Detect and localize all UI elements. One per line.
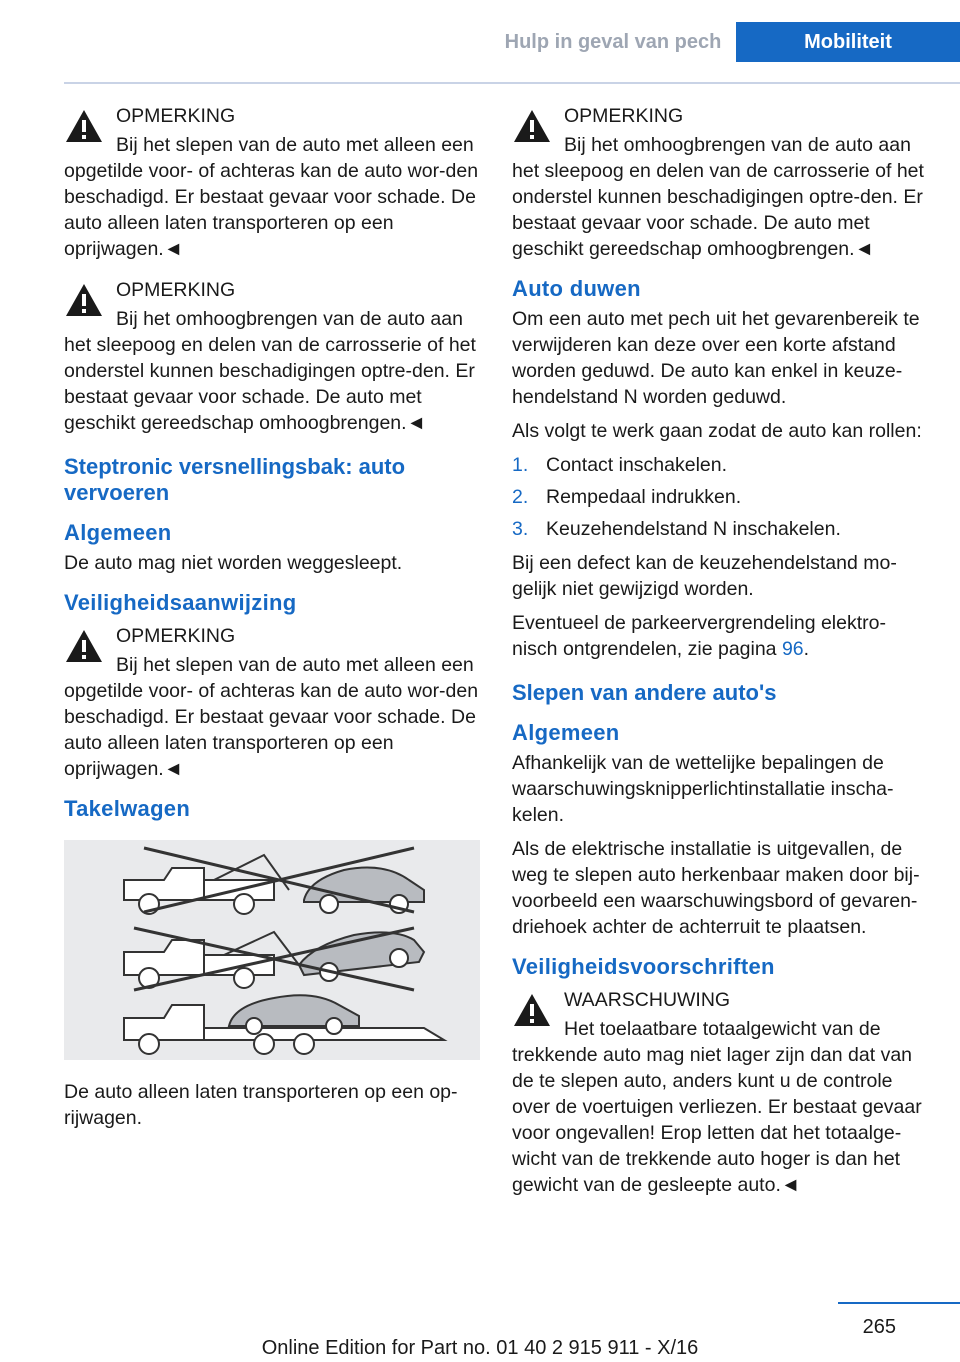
list-item <box>512 484 928 510</box>
warning-box <box>512 984 928 1198</box>
period: . <box>803 638 810 660</box>
header-divider <box>64 82 960 84</box>
notice-title: OPMERKING <box>116 279 236 301</box>
notice-box <box>512 100 928 262</box>
subsection-heading: Auto duwen <box>512 276 641 301</box>
notice-title: OPMERKING <box>564 105 684 127</box>
warning-text-first: Het toelaatbare totaalgewicht van de <box>564 1018 881 1040</box>
warning-icon <box>64 282 104 318</box>
step-number: 2. <box>512 486 529 508</box>
notice-box <box>64 620 480 782</box>
edition-note: Online Edition for Part no. 01 40 2 915 911 - X/16 <box>261 1337 699 1359</box>
notice-text: het sleepoog en delen van de carrosserie of het onderstel kunnen beschadigingen optre-den. Er bestaat gevaar voor schade. De auto met geschikt gereedschap omhoogbrengen.◄ <box>64 334 476 434</box>
section-tab[interactable]: Mobiliteit <box>736 22 960 62</box>
paragraph: Als volgt te werk gaan zodat de auto kan rollen: <box>512 420 922 442</box>
page-number: 265 <box>862 1316 896 1338</box>
paragraph: Als de elektrische installatie is uitgevallen, de weg te slepen auto herkenbaar maken door bij-voorbeeld een waarschuwingsbord of gevaren-driehoek achter de achterruit te plaatsen. <box>512 838 920 938</box>
notice-text-first: Bij het slepen van de auto met alleen een <box>116 654 474 676</box>
notice-text-first: Bij het omhoogbrengen van de auto aan <box>116 308 463 330</box>
paragraph: De auto mag niet worden weggesleept. <box>64 552 403 574</box>
step-text: Keuzehendelstand N inschakelen. <box>546 518 841 540</box>
paragraph <box>512 610 928 662</box>
warning-icon <box>512 992 552 1028</box>
notice-box <box>64 274 480 436</box>
paragraph: Bij een defect kan de keuzehendelstand mo-gelijk niet gewijzigd worden. <box>512 552 897 600</box>
warning-icon <box>64 108 104 144</box>
notice-text: het sleepoog en delen van de carrosserie of het onderstel kunnen beschadigingen optre-den. Er bestaat gevaar voor schade. De auto met geschikt gereedschap omhoogbrengen.◄ <box>512 160 924 260</box>
towing-illustration <box>64 840 480 1060</box>
step-text: Contact inschakelen. <box>546 454 728 476</box>
subsection-heading: Veiligheidsvoorschriften <box>512 954 775 979</box>
section-heading: Slepen van andere auto's <box>512 680 777 705</box>
notice-title: OPMERKING <box>116 105 236 127</box>
list-item <box>512 452 928 478</box>
step-text: Rempedaal indrukken. <box>546 486 742 508</box>
notice-text: opgetilde voor- of achteras kan de auto wor-den beschadigd. Er bestaat gevaar voor schade. De auto alleen laten transporteren op een oprijwagen.◄ <box>64 160 479 260</box>
section-heading: Steptronic versnellingsbak: auto vervoeren <box>64 454 406 505</box>
paragraph-text: Eventueel de parkeervergrendeling elektro-nisch ontgrendelen, zie pagina <box>512 612 886 660</box>
notice-title: OPMERKING <box>116 625 236 647</box>
step-number: 3. <box>512 518 529 540</box>
step-number: 1. <box>512 454 529 476</box>
steps-list <box>512 452 928 542</box>
notice-text: opgetilde voor- of achteras kan de auto wor-den beschadigd. Er bestaat gevaar voor schade. De auto alleen laten transporteren op een oprijwagen.◄ <box>64 680 479 780</box>
page-header <box>0 22 960 62</box>
left-column <box>64 100 480 1139</box>
subsection-heading: Algemeen <box>512 720 620 745</box>
notice-text-first: Bij het omhoogbrengen van de auto aan <box>564 134 911 156</box>
paragraph: Afhankelijk van de wettelijke bepalingen de waarschuwingsknipperlichtinstallatie inscha-kelen. <box>512 752 894 826</box>
right-column <box>512 100 928 1210</box>
warning-text: trekkende auto mag niet lager zijn dan dat van de te slepen auto, anders kunt u de controle over de voertuigen verliezen. Er bestaat gevaar voor ongevallen! Erop letten dat het totaalge-wicht van de trekkende auto hoger is dan het gewicht van de gesleepte auto.◄ <box>512 1044 922 1196</box>
subsection-heading: Algemeen <box>64 520 172 545</box>
warning-icon <box>64 628 104 664</box>
notice-text-first: Bij het slepen van de auto met alleen een <box>116 134 474 156</box>
page-link[interactable]: 96 <box>781 638 804 660</box>
figure-caption: De auto alleen laten transporteren op een op-rijwagen. <box>64 1081 458 1129</box>
paragraph: Om een auto met pech uit het gevarenbereik te verwijderen kan deze over een korte afstand worden geduwd. De auto kan enkel in keuze-hendelstand N worden geduwd. <box>512 308 920 408</box>
warning-title: WAARSCHUWING <box>564 989 731 1011</box>
breadcrumb[interactable]: Hulp in geval van pech <box>490 22 736 62</box>
list-item <box>512 516 928 542</box>
notice-box <box>64 100 480 262</box>
subsection-heading: Veiligheidsaanwijzing <box>64 590 297 615</box>
subsection-heading: Takelwagen <box>64 796 191 821</box>
warning-icon <box>512 108 552 144</box>
footer-divider <box>838 1302 960 1304</box>
